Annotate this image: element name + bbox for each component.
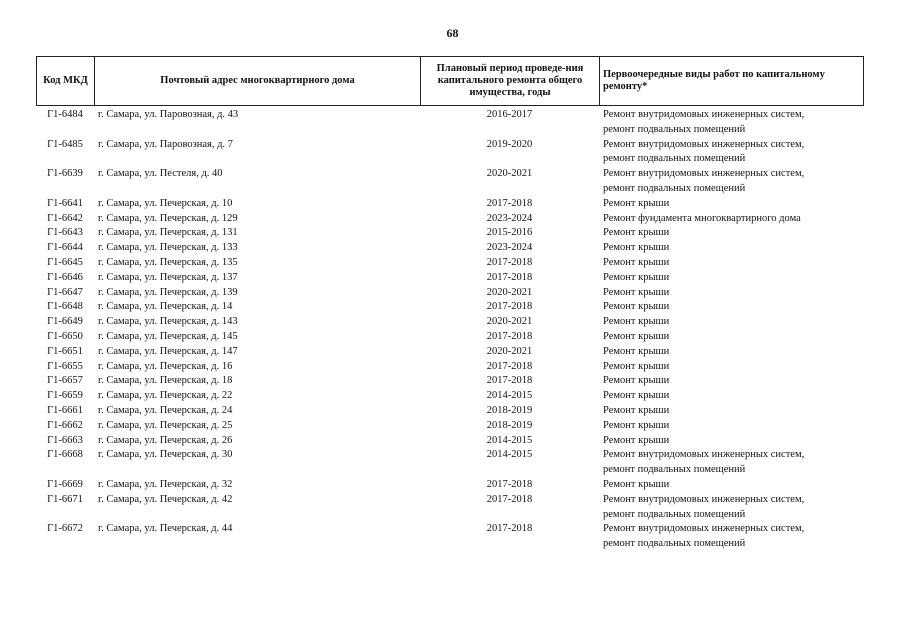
table-row [36, 138, 863, 168]
cell-address: г. Самара, ул. Печерская, д. 133 [98, 242, 238, 254]
header-period: Плановый период проведе-ния капитального ремонта общего имущества, годы [421, 57, 600, 106]
table-row [36, 434, 863, 449]
table-row [36, 345, 863, 360]
cell-address: г. Самара, ул. Печерская, д. 44 [98, 523, 233, 535]
cell-address: г. Самара, ул. Печерская, д. 26 [98, 434, 233, 446]
cell-works [599, 493, 863, 523]
cell-works [599, 315, 863, 330]
works-line: Ремонт крыши [603, 375, 670, 387]
cell-period: 2020-2021 [486, 316, 533, 328]
table-row [36, 389, 863, 404]
cell-period: 2017-2018 [486, 360, 533, 372]
cell-works [599, 419, 863, 434]
cell-address: г. Самара, ул. Паровозная, д. 7 [98, 138, 233, 150]
cell-address: г. Самара, ул. Печерская, д. 32 [98, 478, 233, 490]
cell-works [599, 345, 863, 360]
table-row [36, 522, 863, 552]
works-line: Ремонт внутридомовых инженерных систем, [603, 523, 805, 535]
header-address: Почтовый адрес многоквартирного дома [95, 57, 421, 106]
works-line: ремонт подвальных помещений [603, 153, 746, 165]
cell-period: 2017-2018 [486, 330, 533, 342]
cell-address: г. Самара, ул. Пестеля, д. 40 [98, 168, 223, 180]
works-line: Ремонт крыши [603, 434, 670, 446]
cell-address: г. Самара, ул. Паровозная, д. 43 [98, 109, 239, 120]
cell-works [599, 448, 863, 478]
cell-address: г. Самара, ул. Печерская, д. 135 [98, 256, 238, 268]
table-row [36, 241, 863, 256]
cell-period: 2014-2015 [486, 390, 533, 402]
works-line: ремонт подвальных помещений [603, 538, 746, 550]
cell-code: Г1-6646 [47, 271, 83, 283]
works-line: ремонт подвальных помещений [603, 182, 746, 194]
cell-address: г. Самара, ул. Печерская, д. 30 [98, 449, 233, 461]
cell-works [599, 138, 863, 168]
cell-period: 2017-2018 [486, 197, 533, 209]
cell-code: Г1-6639 [47, 168, 83, 180]
works-line: Ремонт фундамента многоквартирного дома [603, 212, 801, 224]
cell-works [599, 241, 863, 256]
works-line: Ремонт крыши [603, 478, 670, 490]
cell-address: г. Самара, ул. Печерская, д. 145 [98, 330, 238, 342]
table-row [36, 167, 863, 197]
works-line: Ремонт крыши [603, 256, 670, 268]
works-line: ремонт подвальных помещений [603, 508, 746, 520]
cell-code: Г1-6659 [47, 390, 83, 402]
table-header [36, 56, 864, 106]
cell-code: Г1-6655 [47, 360, 83, 372]
table-row [36, 330, 863, 345]
cell-works [599, 197, 863, 212]
works-line: Ремонт внутридомовых инженерных систем, [603, 493, 805, 505]
cell-code: Г1-6649 [47, 316, 83, 328]
cell-works [599, 522, 863, 552]
table-row [36, 286, 863, 301]
table-row [36, 419, 863, 434]
works-line: Ремонт внутридомовых инженерных систем, [603, 168, 805, 180]
cell-works [599, 271, 863, 286]
cell-code: Г1-6671 [47, 493, 83, 505]
cell-works [599, 108, 863, 138]
cell-address: г. Самара, ул. Печерская, д. 14 [98, 301, 233, 313]
cell-period: 2017-2018 [486, 478, 533, 490]
cell-works [599, 167, 863, 197]
cell-address: г. Самара, ул. Печерская, д. 147 [98, 345, 238, 357]
table-row [36, 197, 863, 212]
works-line: Ремонт крыши [603, 360, 670, 372]
works-line: ремонт подвальных помещений [603, 123, 746, 135]
cell-works [599, 212, 863, 227]
cell-works [599, 374, 863, 389]
table-row [36, 315, 863, 330]
table-row [36, 300, 863, 315]
cell-address: г. Самара, ул. Печерская, д. 131 [98, 227, 238, 239]
works-line: Ремонт крыши [603, 242, 670, 254]
cell-works [599, 330, 863, 345]
table-row [36, 212, 863, 227]
table-row [36, 374, 863, 389]
cell-code: Г1-6644 [47, 242, 83, 254]
cell-period: 2014-2015 [486, 434, 533, 446]
header-works: Первоочередные виды работ по капитальному ремонту* [600, 57, 864, 106]
cell-code: Г1-6672 [47, 523, 83, 535]
cell-code: Г1-6643 [47, 227, 83, 239]
works-line: Ремонт внутридомовых инженерных систем, [603, 109, 805, 120]
cell-code: Г1-6641 [47, 197, 83, 209]
cell-period: 2017-2018 [486, 301, 533, 313]
cell-period: 2023-2024 [486, 212, 533, 224]
cell-code: Г1-6663 [47, 434, 83, 446]
cell-period: 2015-2016 [486, 227, 533, 239]
cell-address: г. Самара, ул. Печерская, д. 22 [98, 390, 233, 402]
table-row [36, 108, 863, 138]
table-row [36, 493, 863, 523]
cell-address: г. Самара, ул. Печерская, д. 24 [98, 404, 233, 416]
cell-code: Г1-6657 [47, 375, 83, 387]
works-line: Ремонт крыши [603, 197, 670, 209]
cell-period: 2018-2019 [486, 419, 533, 431]
cell-code: Г1-6662 [47, 419, 83, 431]
cell-address: г. Самара, ул. Печерская, д. 137 [98, 271, 238, 283]
cell-period: 2020-2021 [486, 345, 533, 357]
cell-address: г. Самара, ул. Печерская, д. 42 [98, 493, 233, 505]
cell-works [599, 360, 863, 375]
cell-works [599, 300, 863, 315]
table-row [36, 256, 863, 271]
cell-period: 2017-2018 [486, 256, 533, 268]
cell-code: Г1-6651 [47, 345, 83, 357]
cell-address: г. Самара, ул. Печерская, д. 25 [98, 419, 233, 431]
cell-period: 2020-2021 [486, 168, 533, 180]
cell-period: 2023-2024 [486, 242, 533, 254]
table-row [36, 271, 863, 286]
cell-period: 2017-2018 [486, 493, 533, 505]
cell-works [599, 434, 863, 449]
cell-period: 2019-2020 [486, 138, 533, 150]
cell-code: Г1-6647 [47, 286, 83, 298]
cell-works [599, 389, 863, 404]
cell-address: г. Самара, ул. Печерская, д. 18 [98, 375, 233, 387]
cell-code: Г1-6484 [47, 109, 83, 120]
works-line: Ремонт крыши [603, 301, 670, 313]
works-line: Ремонт крыши [603, 316, 670, 328]
cell-address: г. Самара, ул. Печерская, д. 139 [98, 286, 238, 298]
cell-code: Г1-6661 [47, 404, 83, 416]
table-row [36, 478, 863, 493]
works-line: ремонт подвальных помещений [603, 464, 746, 476]
cell-works [599, 404, 863, 419]
cell-period: 2017-2018 [486, 271, 533, 283]
works-line: Ремонт крыши [603, 404, 670, 416]
table-body [36, 108, 863, 552]
cell-works [599, 256, 863, 271]
page-number: 68 [446, 26, 459, 40]
header-code: Код МКД [37, 57, 95, 106]
works-line: Ремонт крыши [603, 330, 670, 342]
cell-period: 2014-2015 [486, 449, 533, 461]
cell-works [599, 286, 863, 301]
table-row [36, 360, 863, 375]
cell-works [599, 226, 863, 241]
cell-code: Г1-6485 [47, 138, 83, 150]
cell-period: 2016-2017 [486, 109, 533, 120]
cell-address: г. Самара, ул. Печерская, д. 16 [98, 360, 233, 372]
cell-address: г. Самара, ул. Печерская, д. 10 [98, 197, 233, 209]
table-row [36, 226, 863, 241]
cell-code: Г1-6645 [47, 256, 83, 268]
cell-code: Г1-6669 [47, 478, 83, 490]
table-row [36, 448, 863, 478]
works-line: Ремонт крыши [603, 271, 670, 283]
works-line: Ремонт крыши [603, 227, 670, 239]
works-line: Ремонт крыши [603, 419, 670, 431]
works-line: Ремонт крыши [603, 390, 670, 402]
cell-code: Г1-6668 [47, 449, 83, 461]
cell-period: 2020-2021 [486, 286, 533, 298]
works-line: Ремонт крыши [603, 345, 670, 357]
cell-period: 2017-2018 [486, 375, 533, 387]
cell-period: 2017-2018 [486, 523, 533, 535]
cell-code: Г1-6650 [47, 330, 83, 342]
cell-period: 2018-2019 [486, 404, 533, 416]
works-line: Ремонт внутридомовых инженерных систем, [603, 138, 805, 150]
cell-works [599, 478, 863, 493]
works-line: Ремонт крыши [603, 286, 670, 298]
works-line: Ремонт внутридомовых инженерных систем, [603, 449, 805, 461]
cell-address: г. Самара, ул. Печерская, д. 129 [98, 212, 238, 224]
table-row [36, 404, 863, 419]
cell-code: Г1-6648 [47, 301, 83, 313]
cell-address: г. Самара, ул. Печерская, д. 143 [98, 316, 238, 328]
cell-code: Г1-6642 [47, 212, 83, 224]
